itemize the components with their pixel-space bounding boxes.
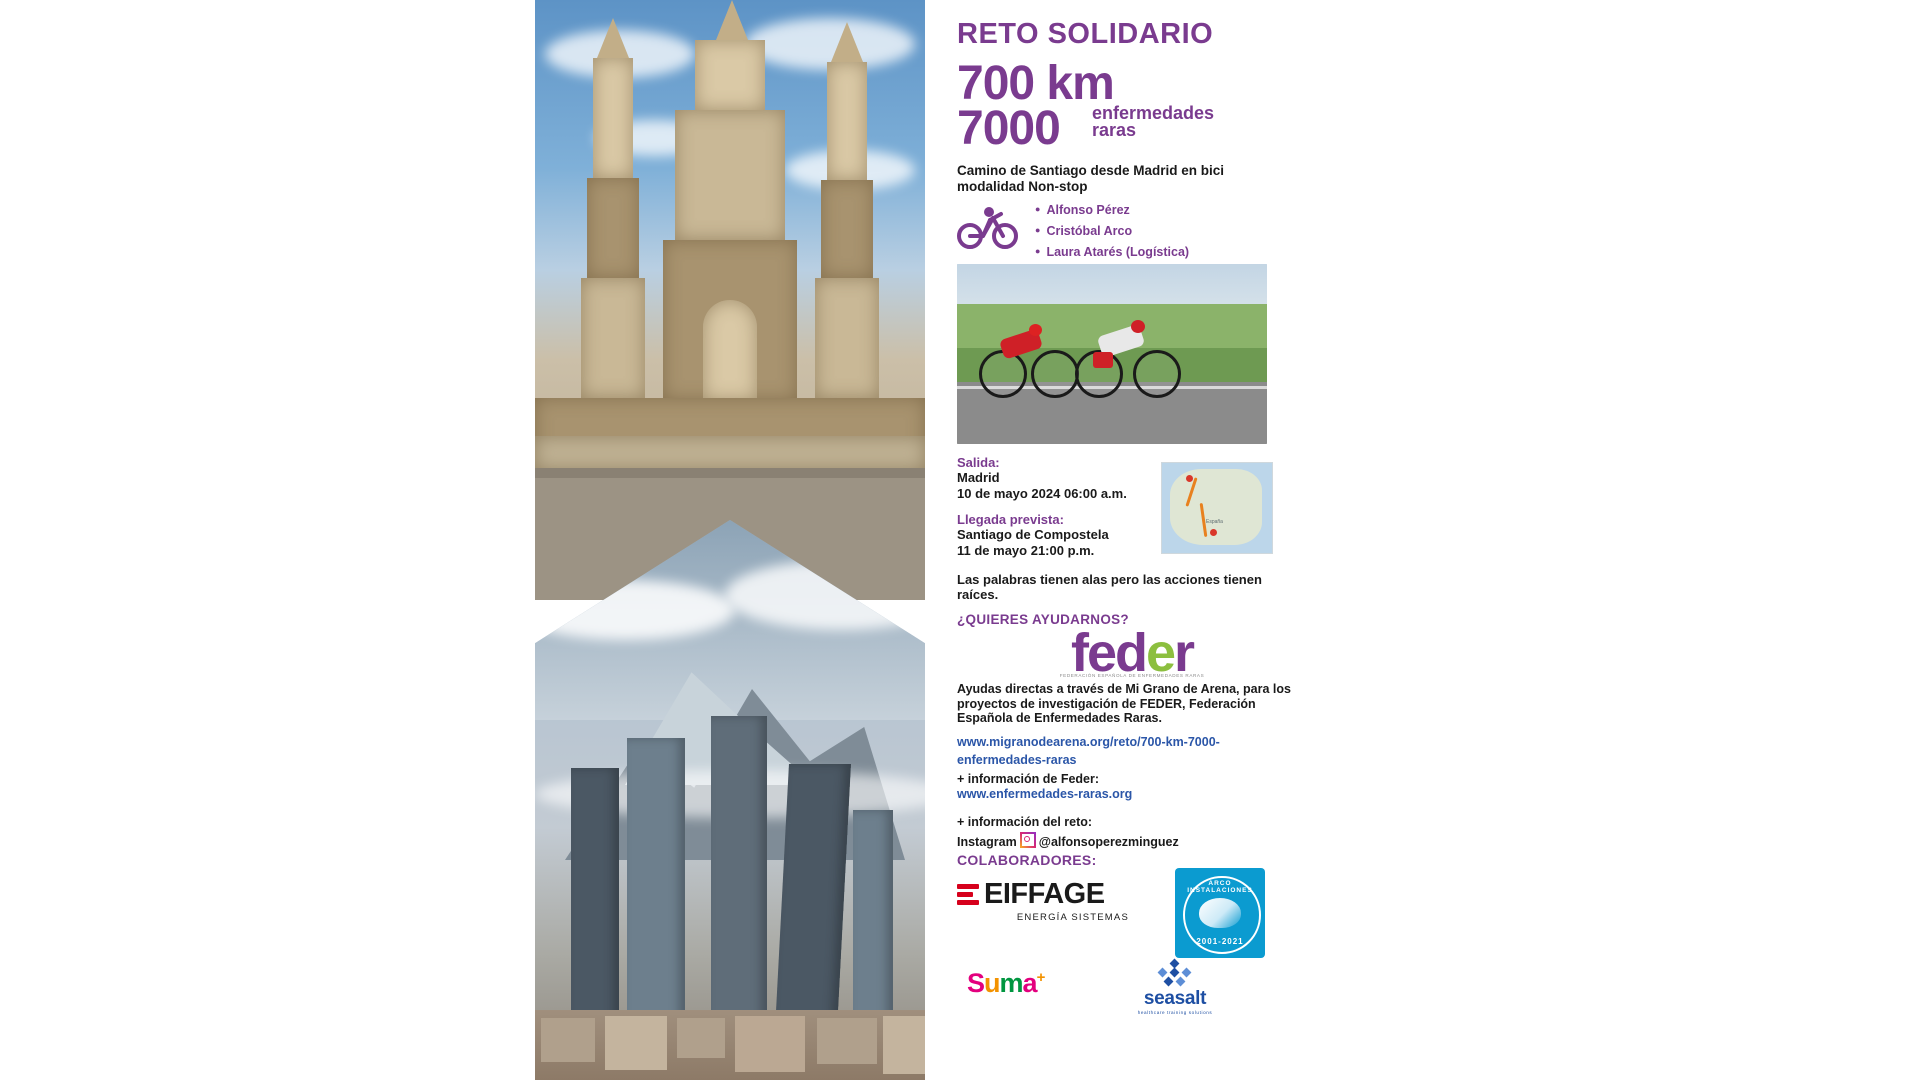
map-pin-destination xyxy=(1186,475,1193,482)
donation-link-wrap[interactable] xyxy=(957,733,1287,769)
feder-letter: e xyxy=(1086,623,1115,683)
arco-instalaciones-logo xyxy=(1175,868,1265,958)
poster-kicker: RETO SOLIDARIO xyxy=(957,18,1214,50)
headline-count: 7000 xyxy=(957,102,1060,155)
suma-plus-icon: + xyxy=(1036,969,1045,986)
suma-logo xyxy=(967,968,1097,999)
suma-letter: S xyxy=(967,968,985,998)
headline-distance: 700 km xyxy=(957,57,1114,110)
eiffage-name: EIFFAGE xyxy=(984,878,1105,910)
feder-tagline: FEDERACIÓN ESPAÑOLA DE ENFERMEDADES RARAS xyxy=(1059,673,1205,678)
santiago-cathedral-photo xyxy=(535,0,925,600)
arco-years: 2001-2021 xyxy=(1196,937,1244,946)
list-item: ● Laura Atarés (Logística) xyxy=(1035,242,1189,263)
poster-subtitle: Camino de Santiago desde Madrid en bici modalidad Non-stop xyxy=(957,163,1225,194)
headline-suffix-line1: enfermedades xyxy=(1092,103,1215,123)
map-pin-origin xyxy=(1210,529,1217,536)
map-country-label: España xyxy=(1206,519,1223,525)
feder-logo xyxy=(1007,623,1257,683)
seasalt-mark-icon xyxy=(1155,960,1195,986)
arco-name: ARCO INSTALACIONES xyxy=(1187,880,1253,894)
rider-figure xyxy=(979,328,1031,390)
eiffage-subtitle: ENERGÍA SISTEMAS xyxy=(1016,912,1129,923)
feder-letter: d xyxy=(1114,623,1146,683)
help-heading: ¿QUIERES AYUDARNOS? xyxy=(957,612,1129,627)
trip-info xyxy=(957,455,1147,559)
list-item: ● Cristóbal Arco xyxy=(1035,221,1189,242)
headline-count-suffix xyxy=(1092,105,1242,139)
rider-list xyxy=(1035,200,1189,263)
headline-suffix-line2: raras xyxy=(1092,120,1137,140)
seasalt-subtitle: healthcare training solutions xyxy=(1137,1010,1213,1015)
departure-datetime: 10 de mayo 2024 06:00 a.m. xyxy=(957,486,1127,501)
feder-letter: f xyxy=(1070,623,1087,683)
feder-letter: r xyxy=(1174,623,1194,683)
bicycle-icon xyxy=(957,200,1019,252)
feder-letter-accent: e xyxy=(1145,623,1175,683)
seasalt-name: seasalt xyxy=(1143,988,1207,1009)
instagram-label: Instagram xyxy=(957,835,1017,849)
suma-letter: m xyxy=(999,968,1023,998)
poster xyxy=(535,0,1305,1080)
collaborators-heading: COLABORADORES: xyxy=(957,852,1097,868)
feder-info-label: + información de Feder: xyxy=(957,772,1100,786)
route-map xyxy=(1161,462,1273,554)
instagram-row xyxy=(957,830,1297,850)
list-item: ● Alfonso Pérez xyxy=(1035,200,1189,221)
poster-content-column xyxy=(935,0,1305,1080)
poster-image-column xyxy=(535,0,925,1080)
two-cyclists-photo xyxy=(957,264,1267,444)
madrid-skyline-photo xyxy=(535,520,925,1080)
donation-description: Ayudas directas a través de Mi Grano de Arena, para los proyectos de investigación de FEDER, Federación Española de Enfermedades Raras. xyxy=(957,682,1291,725)
arrival-datetime: 11 de mayo 21:00 p.m. xyxy=(957,543,1095,558)
poster-quote: Las palabras tienen alas pero las acciones tienen raíces. xyxy=(957,572,1262,602)
arco-swirl-icon xyxy=(1199,898,1241,928)
seasalt-logo xyxy=(1110,960,1240,1015)
departure-city: Madrid xyxy=(957,470,1000,485)
feder-info-link[interactable]: www.enfermedades-raras.org xyxy=(957,787,1133,801)
eiffage-logo xyxy=(957,878,1132,923)
instagram-handle[interactable]: @alfonsoperezminguez xyxy=(1038,835,1179,849)
arrival-city: Santiago de Compostela xyxy=(957,527,1109,542)
reto-info xyxy=(957,815,1297,850)
arrival-label: Llegada prevista: xyxy=(957,512,1064,527)
eiffage-mark-icon xyxy=(957,882,979,908)
suma-letter: a xyxy=(1022,968,1037,998)
reto-info-label: + información del reto: xyxy=(957,815,1093,829)
instagram-icon xyxy=(1020,832,1036,848)
suma-letter: u xyxy=(984,968,1000,998)
donation-link[interactable]: www.migranodearena.org/reto/700-km-7000-enfermedades-raras xyxy=(957,735,1220,767)
feder-info xyxy=(957,772,1287,802)
rider-figure xyxy=(1075,322,1127,384)
departure-label: Salida: xyxy=(957,455,1000,470)
